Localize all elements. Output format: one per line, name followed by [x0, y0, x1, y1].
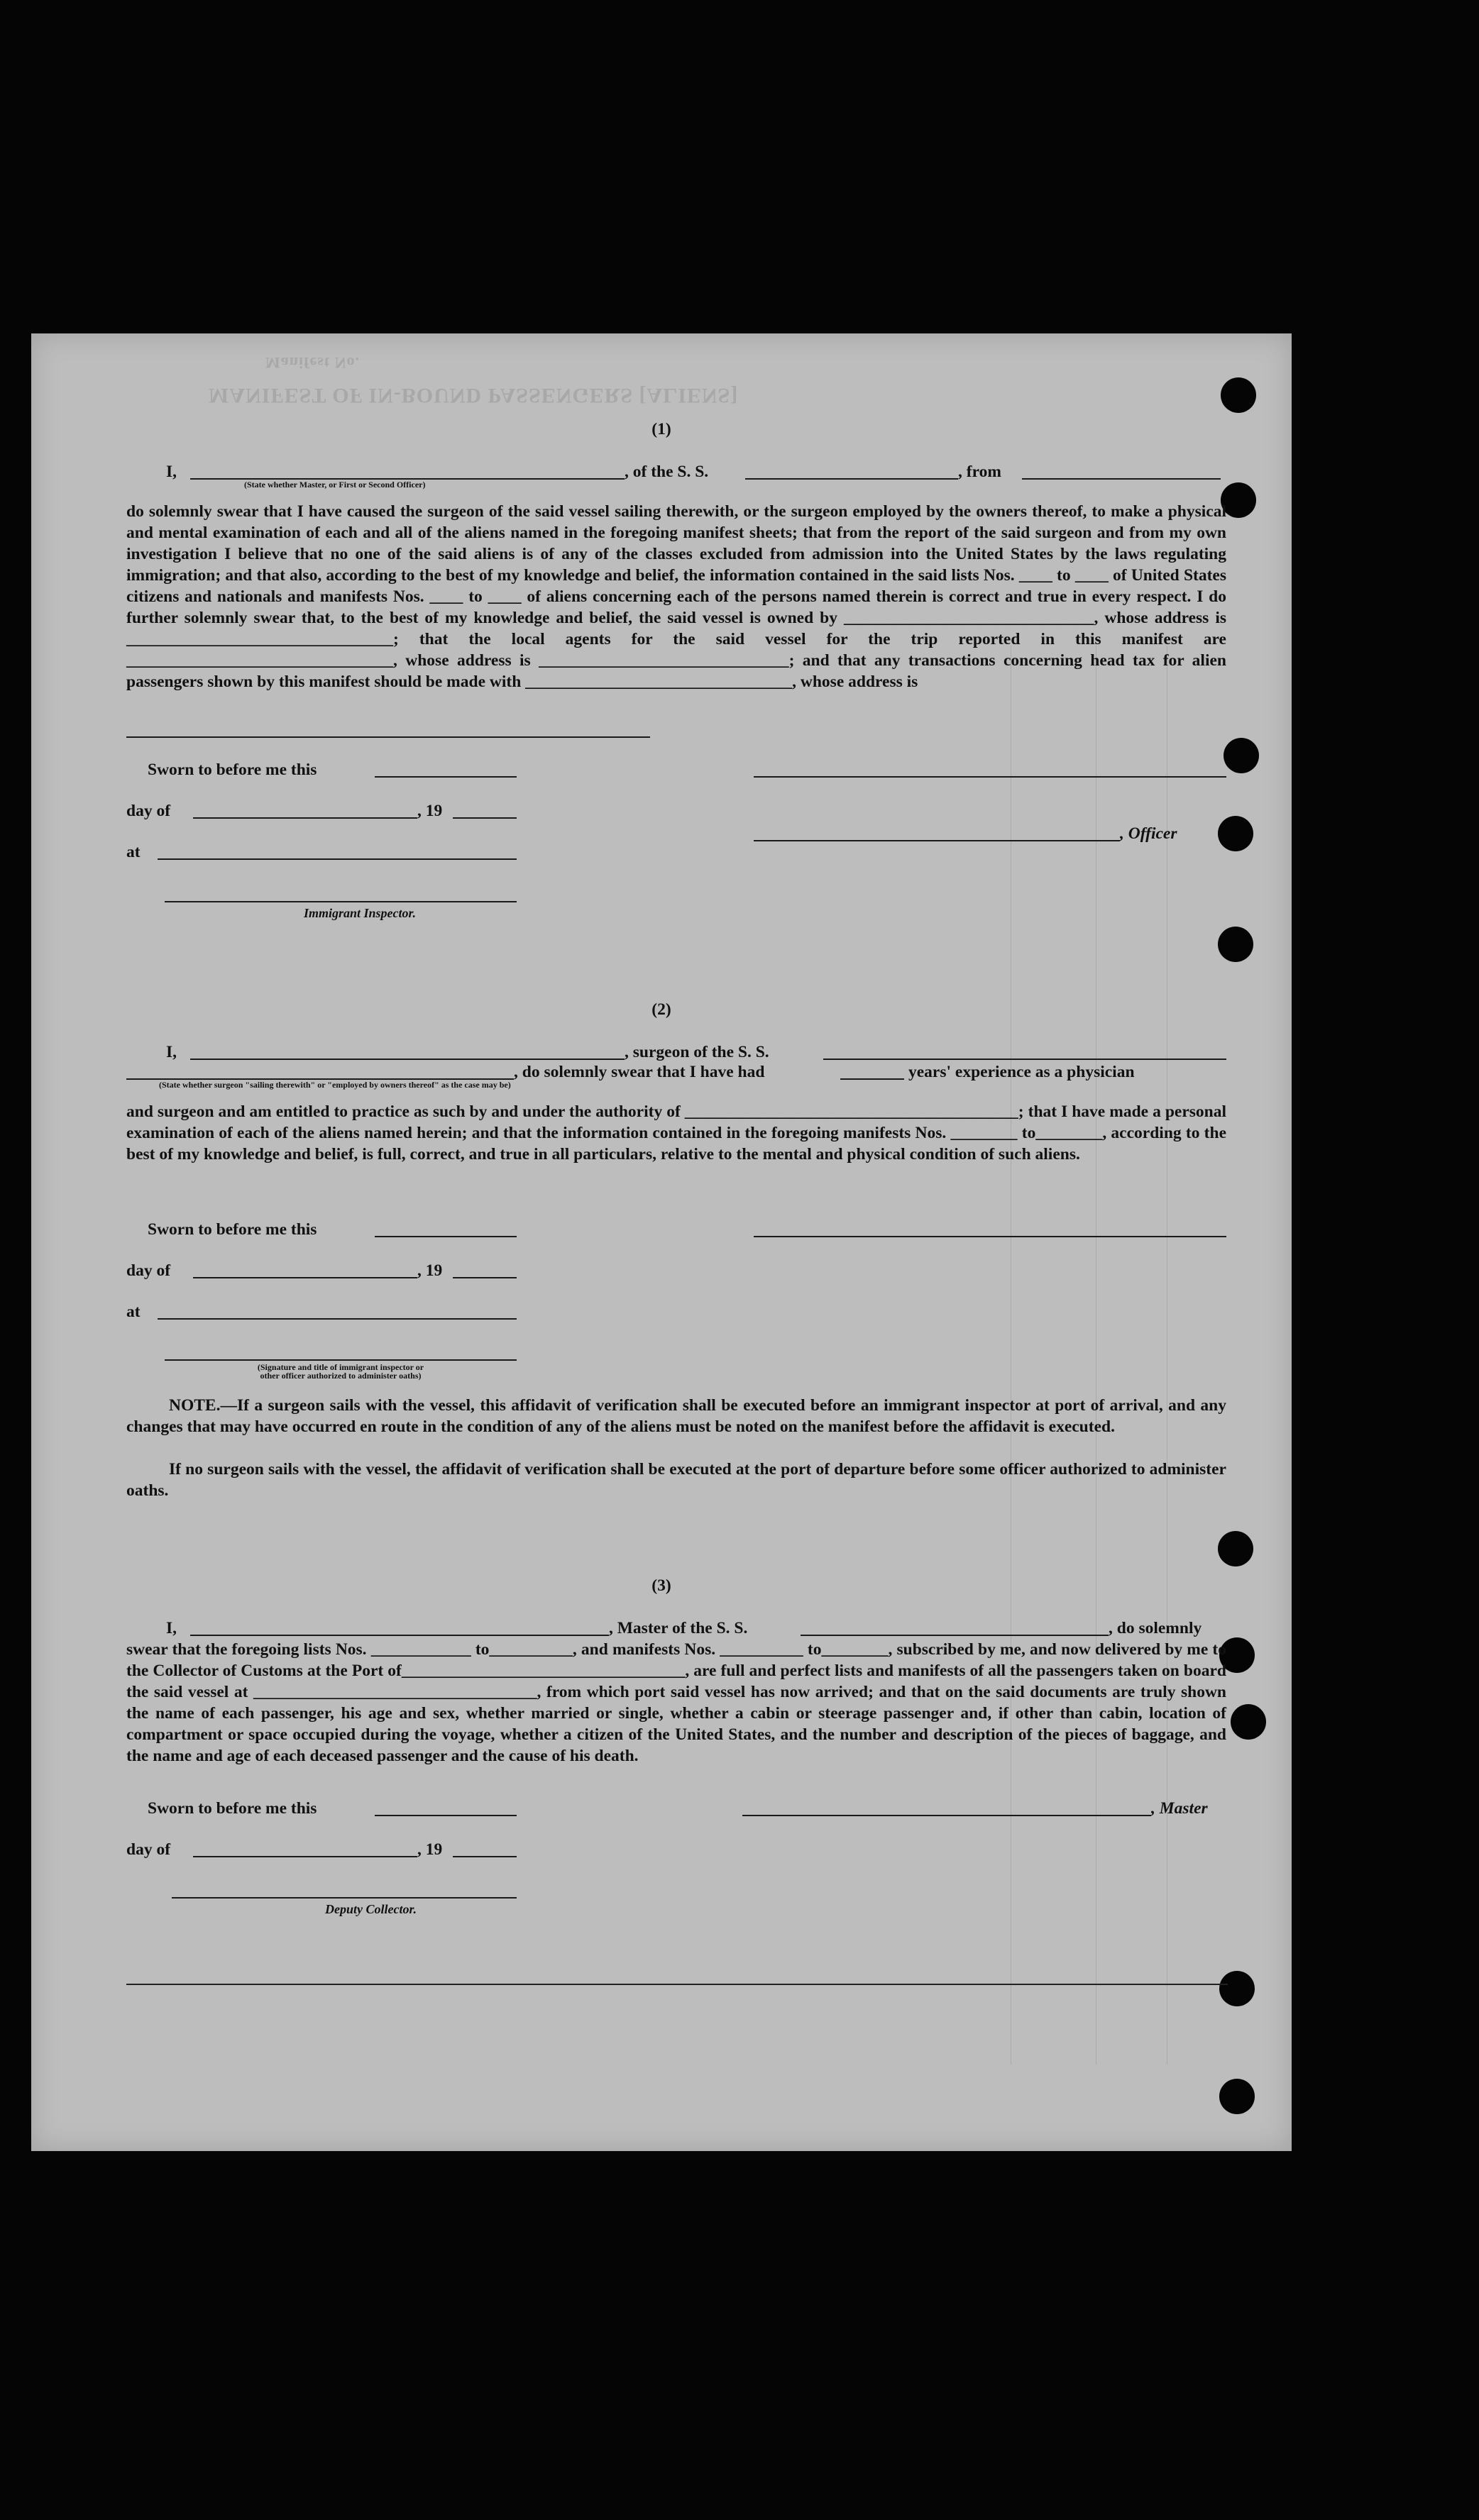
s2-day-of-label: day of: [126, 1261, 171, 1280]
ghost-manifest-no: Manifest No.: [265, 354, 360, 372]
s2-at-label: at: [126, 1303, 141, 1321]
s3-master-label: , Master of the S. S.: [609, 1619, 748, 1637]
s3-sworn-label: Sworn to before me this: [148, 1799, 317, 1818]
section-1-heading: (1): [651, 420, 671, 438]
bottom-rule: [126, 1984, 1228, 1985]
s1-of-ss-label: , of the S. S.: [625, 463, 709, 481]
s2-sworn-label: Sworn to before me this: [148, 1220, 317, 1239]
s1-at-label: at: [126, 843, 141, 861]
s3-oath-body: swear that the foregoing lists Nos. ____________ to__________, and manifests Nos. __________ to________, subscribed by me, and now delivered by me to the Collector of Customs at the Port of__________________________________, are full and perfect lists and manifests of all the passengers taken on board the said vessel at __________________________________, from which port said vessel has now arrived; and that on the said documents are truly shown the name of each passenger, his age and sex, whether married or single, whether a cabin or steerage passenger and, if other than cabin, location of compartment or space occupied during the voyage, whether a citizen of the United States, and the number and description of the pieces of baggage, and the name and age of each deceased passenger and the cause of his death.: [126, 1640, 1226, 1765]
s1-sworn-label: Sworn to before me this: [148, 761, 317, 779]
s2-years-label: years' experience as a physician: [908, 1063, 1135, 1081]
section-2-heading: (2): [651, 1000, 671, 1019]
s1-day-of-label: day of: [126, 802, 171, 820]
ghost-header-text: MANIFEST OF IN-BOUND PASSENGERS [ALIENS]: [209, 384, 739, 407]
s3-master-sig-label: , Master: [1151, 1799, 1208, 1818]
punch-hole: [1218, 816, 1253, 851]
s1-from-label: , from: [958, 463, 1001, 481]
manifest-form-page: [31, 333, 1292, 2151]
s1-i-label: I,: [166, 463, 177, 481]
s2-year-label: , 19: [417, 1261, 443, 1280]
punch-hole: [1224, 738, 1259, 773]
s1-officer-label: , Officer: [1120, 824, 1177, 843]
s3-i-label: I,: [166, 1619, 177, 1637]
s3-day-of-label: day of: [126, 1840, 171, 1859]
section-3-heading: (3): [651, 1576, 671, 1595]
punch-hole: [1219, 1971, 1255, 2006]
punch-hole: [1231, 1704, 1266, 1740]
punch-hole: [1219, 2079, 1255, 2114]
s2-i-label: I,: [166, 1043, 177, 1061]
s1-oath-body: do solemnly swear that I have caused the surgeon of the said vessel sailing therewith, or the surgeon employed by the owners thereof, to make a physical and mental examination of each and all of the aliens named in the foregoing manifest sheets; that from the report of the said surgeon and from my own investigation I believe that no one of the said aliens is of any of the classes excluded from admission into the United States by the laws regulating immigration; and that also, according to the best of my knowledge and belief, the information contained in the said lists Nos. ____ to ____ of United States citizens and nationals and manifests Nos. ____ to ____ of aliens concerning each of the persons named therein is correct and true in every respect. I do further solemnly swear that, to the best of my knowledge and belief, the said vessel is owned by ______________________________, whose address is ________________________________; that the local agents for the said vessel for the trip reported in this manifest are ________________________________, whose address is ______________________________; and that any transactions concerning head tax for alien passengers shown by this manifest should be made with ________________________________, whose address is: [126, 502, 1226, 691]
s2-surgeon-label: , surgeon of the S. S.: [625, 1043, 769, 1061]
s2-signature-note-1: (Signature and title of immigrant inspector or: [257, 1362, 424, 1372]
s2-note-1: NOTE.—If a surgeon sails with the vessel, this affidavit of verification shall be executed before an immigrant inspector at port of arrival, and any changes that may have occurred en route in the condition of any of the aliens must be noted on the manifest before the affidavit is executed.: [126, 1396, 1226, 1436]
s2-oath-body: and surgeon and am entitled to practice as such by and under the authority of ________________________________________; that I have made a personal examination of each of the aliens named herein; and that the information contained in the foregoing manifests Nos. ________ to________, according to the best of my knowledge and belief, is full, correct, and true in all particulars, relative to the mental and physical condition of such aliens.: [126, 1102, 1226, 1164]
s3-year-label: , 19: [417, 1840, 443, 1859]
s3-collector-label: Deputy Collector.: [325, 1902, 417, 1916]
s2-surgeon-note: (State whether surgeon "sailing therewith" or "employed by owners thereof" as the case may be): [159, 1080, 511, 1090]
punch-hole: [1218, 1531, 1253, 1566]
s1-inspector-label: Immigrant Inspector.: [304, 906, 417, 920]
s3-swear-label: , do solemnly: [1109, 1619, 1202, 1637]
s1-year-label: , 19: [417, 802, 443, 820]
punch-hole: [1218, 927, 1253, 962]
punch-hole: [1221, 377, 1256, 413]
s2-swear-label: , do solemnly swear that I have had: [514, 1063, 765, 1081]
s2-signature-note-2: other officer authorized to administer oaths): [260, 1371, 422, 1381]
s1-officer-note: (State whether Master, or First or Second Officer): [244, 480, 426, 490]
s2-note-2: If no surgeon sails with the vessel, the affidavit of verification shall be executed at the port of departure before some officer authorized to administer oaths.: [126, 1460, 1226, 1500]
